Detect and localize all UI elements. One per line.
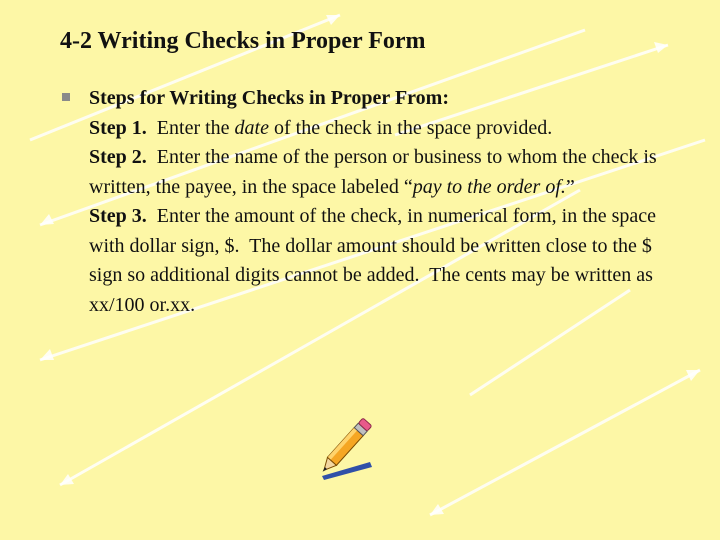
square-bullet-icon <box>62 93 70 101</box>
slide-body <box>89 84 669 320</box>
step-2: Step 2. Enter the name of the person or business to whom the check is written, the payee, in the space labeled “pay to the order of.” <box>89 146 662 198</box>
step-3-label: Step 3. <box>89 205 147 227</box>
pencil-icon <box>308 412 380 484</box>
step-1: Step 1. Enter the date of the check in the space provided. <box>89 116 553 139</box>
step-1-label: Step 1. <box>89 116 147 139</box>
slide-title: 4-2 Writing Checks in Proper Form <box>60 28 426 54</box>
step-3: Step 3. Enter the amount of the check, in numerical form, in the space with dollar sign, $. The dollar amount should be written close to the $ sign so additional digits cannot be added. The cents may be written as xx/100 or.xx. <box>89 205 662 316</box>
steps-heading: Steps for Writing Checks in Proper From: <box>89 87 449 109</box>
step-2-label: Step 2. <box>89 146 147 168</box>
